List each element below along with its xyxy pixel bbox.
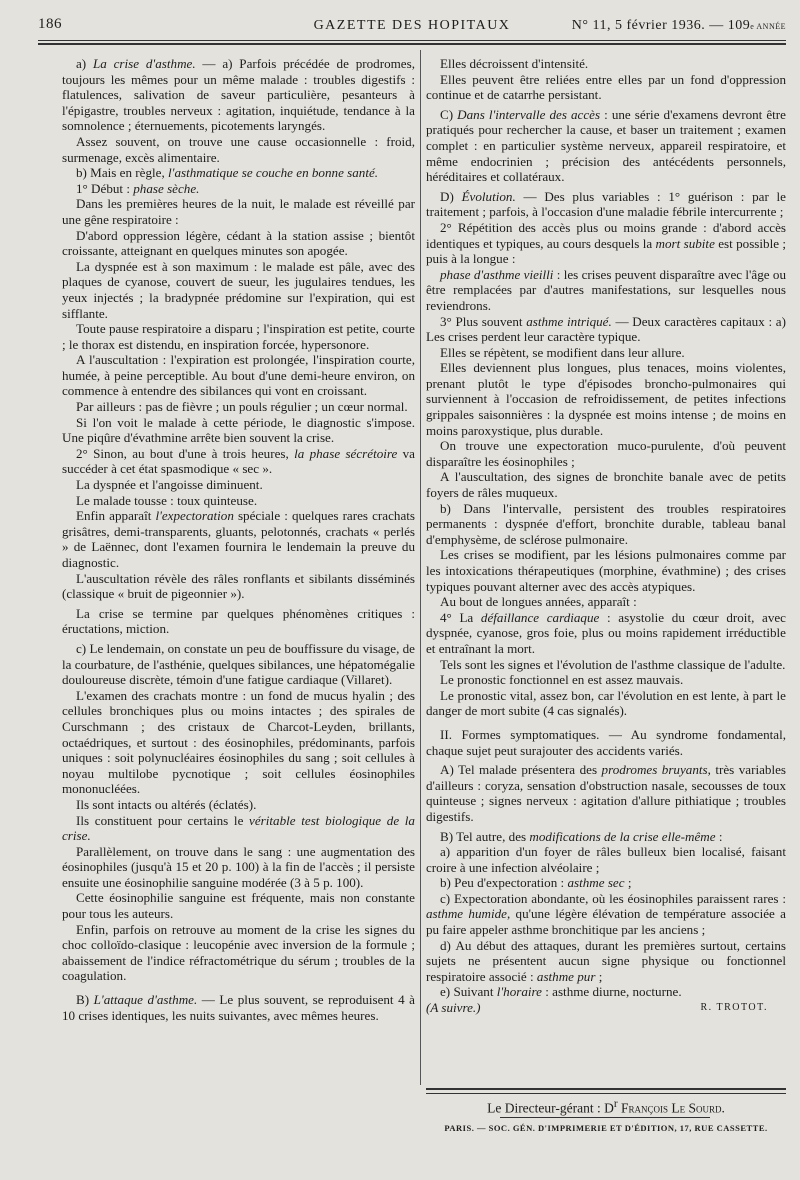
text-run: 1° Début : xyxy=(76,180,134,196)
article-signature xyxy=(426,1000,786,1016)
text-run: B) xyxy=(76,992,94,1008)
paragraph xyxy=(426,762,786,824)
text-run: ; xyxy=(624,875,632,891)
paragraph: Le pronostic fonctionnel en est assez mauvais. xyxy=(440,672,684,688)
text-run: B) Tel autre, des xyxy=(440,828,530,844)
text-run: — a) Parfois précédée de prodromes, toujours les mêmes pour un même malade : troubles digestifs : flatulences, salivation de saveur particulière, pesanteurs à l'épigastre, troubles nerveux : agitation, inquiétude, tendance à la somnolence ; éternuements, picotements laryngés. xyxy=(62,56,415,134)
italic-run: l'asthmatique se couche en bonne santé. xyxy=(168,165,379,181)
paragraph: Enfin, parfois on retrouve au moment de la crise les signes du choc colloïdo-clasique : leucopénie avec inversion de la formule ; abaissement de l'indice réfractométrique du sérum ; troubles de la coagulation. xyxy=(62,921,415,984)
text-run: D) xyxy=(440,188,462,204)
left-column xyxy=(62,56,415,1023)
text-run: 2° Répétition des accès plus ou moins grande : d'abord accès identiques et typiques, au cours desquels la xyxy=(426,219,786,251)
italic-run: Évolution. xyxy=(461,188,516,204)
italic-run: asthme intriqué. xyxy=(526,313,612,329)
text-run: spéciale : quelques rares crachats grisâtres, demi-transparents, gluants, pelotonnés, crachats « perlés » de Laënnec, dont l'examen fournira le lendemain la preuve du diagnostic. xyxy=(62,508,415,570)
text-run: , qu'une légère élévation de température associée a pu faire appeler asthme bronchitique par les anciens ; xyxy=(426,906,786,938)
paragraph: Elles se répètent, se modifient dans leur allure. xyxy=(440,344,685,360)
paragraph: b) Dans l'intervalle, persistent des troubles respiratoires permanents : dyspnée d'effort, bronchite durable, tableau banal d'emphysème, de sclérose pulmonaire. xyxy=(426,500,786,547)
paragraph xyxy=(426,610,786,657)
paragraph: La dyspnée est à son maximum : le malade est pâle, avec des plaques de cyanose, couvert de sueur, les jugulaires tendues, les yeux injectés ; la bradypnée prédomine sur l'expiration, qui est sifflante. xyxy=(62,258,415,321)
issue-date: N° 11, 5 février 1936. — 109 xyxy=(571,18,751,33)
paragraph xyxy=(62,446,415,477)
text-run: b) Mais en règle, xyxy=(76,165,168,181)
footer-rule xyxy=(426,1088,786,1090)
text-run: 4° La xyxy=(440,609,481,625)
paragraph: Ils sont intacts ou altérés (éclatés). xyxy=(76,796,257,812)
paragraph xyxy=(426,875,786,891)
italic-run: phase d'asthme vieilli xyxy=(440,266,554,282)
text-run: : xyxy=(715,828,723,844)
paragraph xyxy=(426,220,786,267)
text-run: : asystolie du cœur droit, avec dyspnée, cyanose, gros foie, plus ou moins rapidement irréductible et entraînant la mort. xyxy=(426,609,786,656)
paragraph: Si l'on voit le malade à cette période, le diagnostic s'impose. Une piqûre d'évathmine arrête bien souvent la crise. xyxy=(62,414,415,446)
journal-title: GAZETTE DES HOPITAUX xyxy=(313,18,511,33)
italic-run: l'horaire xyxy=(496,984,542,1000)
printer-line: PARIS. — SOC. GÉN. D'IMPRIMERIE ET D'ÉDITION, 17, RUE CASSETTE. xyxy=(444,1123,768,1133)
text-run: va succéder à cet état spasmodique « sec ». xyxy=(62,445,415,477)
italic-run: asthme humide xyxy=(426,906,507,922)
text-run: Enfin apparaît xyxy=(76,508,156,524)
paragraph: Parallèlement, on trouve dans le sang : une augmentation des éosinophiles (jusqu'à 15 et 20 p. 100) à la fin de l'accès ; il persiste ensuite une éosinophilie sanguine modérée (3 à 5 p. 100). xyxy=(62,843,415,890)
paragraph: Tels sont les signes et l'évolution de l'asthme classique de l'adulte. xyxy=(440,656,786,672)
paragraph: La crise se termine par quelques phénomènes critiques : éructations, miction. xyxy=(62,605,415,637)
text-run: : asthme diurne, nocturne. xyxy=(541,984,682,1000)
paragraph: c) Le lendemain, on constate un peu de bouffissure du visage, de la courbature, de l'asthénie, quelques sibilances, une hépatomégalie douloureuse discrète, témoin d'une fatigue cardiaque (Villaret). xyxy=(62,640,415,688)
text-run: est possible ; puis à la longue : xyxy=(426,235,786,267)
text-run: ; xyxy=(595,968,603,984)
author-name: R. TROTOT. xyxy=(700,1002,768,1014)
paragraph: On trouve une expectoration muco-purulente, d'où peuvent disparaître les éosinophiles ; xyxy=(426,438,786,469)
text-run: d) Au début des attaques, durant les premières surtout, certains sujets ne présentent aucun signe physique ou fonctionnel respiratoire associé : xyxy=(426,937,786,984)
text-run: 3° Plus souvent xyxy=(440,313,527,329)
paragraph xyxy=(426,984,786,1000)
italic-run: La crise d'asthme. xyxy=(92,56,196,71)
issue-info xyxy=(572,18,786,34)
paragraph: A l'auscultation, des signes de bronchite banale avec de petits foyers de râles muqueux. xyxy=(426,469,786,501)
paragraph: D'abord oppression légère, cédant à la station assise ; bientôt croissante, atteignant en quelques minutes son apogée. xyxy=(62,227,415,259)
text-run: a) xyxy=(76,56,93,71)
paragraph xyxy=(426,267,786,314)
paragraph xyxy=(426,829,786,845)
paragraph xyxy=(62,56,415,134)
paragraph: Assez souvent, on trouve une cause occasionnelle : froid, surmenage, excès alimentaire. xyxy=(62,133,415,165)
text-run: — Des plus variables : 1° guérison : par le traitement ; parfois, à l'occasion d'une maladie fébrile intercurrente ; xyxy=(426,188,786,220)
paragraph: Le malade tousse : toux quinteuse. xyxy=(76,492,258,508)
italic-run: Dans l'intervalle des accès xyxy=(457,106,601,122)
director-prefix: Le Directeur-gérant : D xyxy=(487,1100,614,1116)
paragraph: Cette éosinophilie sanguine est fréquente, mais non constante pour tous les auteurs. xyxy=(62,890,415,922)
paragraph xyxy=(62,992,415,1023)
footer-rule-thin xyxy=(426,1093,786,1094)
paragraph: L'examen des crachats montre : un fond de mucus hyalin ; des cellules bronchiques plus ou moins intactes ; des spirales de Curschmann ; des cristaux de Charcot-Leyden, brillants, octaédriques, et surtout : des éosinophiles, prédominants, parfois uniques : soit polynucléaires éosinophiles du sang ; soit cellules à noyau multilobe pycnotique ; soit cellules éosinophiles mononucléées. xyxy=(62,687,415,797)
paragraph: Elles peuvent être reliées entre elles par un fond d'oppression continue et de catarrhe persistant. xyxy=(426,71,786,103)
paragraph xyxy=(426,314,786,345)
paragraph: Au bout de longues années, apparaît : xyxy=(440,594,637,610)
paragraph xyxy=(426,938,786,985)
italic-run: asthme pur xyxy=(536,968,596,984)
header-rule-thick xyxy=(38,43,786,45)
paragraph: a) apparition d'un foyer de râles bulleux bien localisé, faisant croire à une infection alvéolaire ; xyxy=(426,844,786,875)
paragraph: Les crises se modifient, par les lésions pulmonaires comme par les intoxications thérapeutiques (morphine, évathmine) ; des crises typiques pouvant alterner avec des accès atypiques. xyxy=(426,547,786,594)
italic-run: défaillance cardiaque xyxy=(480,609,600,625)
text-run: A) Tel malade présentera des xyxy=(440,762,602,778)
italic-run: l'expectoration xyxy=(155,508,234,524)
italic-run: véritable test biologique de la crise. xyxy=(62,812,415,844)
page-number: 186 xyxy=(38,16,62,32)
paragraph: Elles décroissent d'intensité. xyxy=(440,56,589,71)
paragraph xyxy=(62,813,415,844)
text-run: c) Expectoration abondante, où les éosinophiles paraissent rares : xyxy=(440,890,786,906)
text-run: b) Peu d'expectoration : xyxy=(440,875,568,891)
paragraph: A l'auscultation : l'expiration est prolongée, l'inspiration courte, humée, à peine perceptible. Au bout d'une demi-heure environ, on commence à entendre des sibilances qui vont en croissant. xyxy=(62,352,415,399)
printer-rule xyxy=(500,1117,710,1118)
paragraph: Toute pause respiratoire a disparu ; l'inspiration est petite, courte ; le thorax est distendu, en inspiration forcée, hypersonore. xyxy=(62,321,415,352)
director-title-sup: r xyxy=(613,1098,618,1110)
paragraph xyxy=(426,891,786,938)
paragraph: Le pronostic vital, assez bon, car l'évolution en est lente, à part le danger de mort subite (4 cas signalés). xyxy=(426,687,786,719)
text-run: : une série d'examens devront être pratiqués pour rechercher la cause, et baser un traitement ; examen complet : en particulier système nerveux, appareil respiratoire, et même endocrinien ; précision des antécédents personnels, héréditaires et collatéraux. xyxy=(426,106,786,185)
italic-run: modifications de la crise elle-même xyxy=(529,828,716,844)
page-header xyxy=(38,14,786,40)
header-rule xyxy=(38,40,786,41)
italic-run: asthme sec xyxy=(567,875,625,891)
paragraph: Par ailleurs : pas de fièvre ; un pouls régulier ; un cœur normal. xyxy=(76,399,408,415)
paragraph xyxy=(426,189,786,220)
italic-run: phase sèche. xyxy=(133,180,200,196)
right-column xyxy=(426,56,786,1016)
text-run: C) xyxy=(440,106,458,122)
text-run: 2° Sinon, au bout d'une à trois heures, xyxy=(76,445,295,461)
paragraph: Elles deviennent plus longues, plus tenaces, moins violentes, prenant plutôt le type d'épisodes broncho-pulmonaires qui surviennent à l'occasion de refroidissement, de petites infections grippales saisonnières : la dyspnée est moins intense ; de moins en moins paroxystique, plus durable. xyxy=(426,360,786,438)
italic-run: la phase sécrétoire xyxy=(294,445,398,461)
paragraph xyxy=(62,508,415,570)
column-divider xyxy=(420,50,421,1085)
text-run: , très variables d'ailleurs : coryza, sensation d'obstruction nasale, secousses de toux quinteuse ; signes nerveux : agitation d'allure pithiatique ; troubles digestifs. xyxy=(426,762,786,824)
paragraph xyxy=(62,165,415,181)
paragraph: II. Formes symptomatiques. — Au syndrome fondamental, chaque sujet peut surajouter des accidents variés. xyxy=(426,726,786,758)
director-line xyxy=(426,1098,786,1117)
paragraph: L'auscultation révèle des râles ronflants et sibilants disséminés (classique « bruit de pigeonnier »). xyxy=(62,570,415,602)
italic-run: L'attaque d'asthme. xyxy=(93,992,198,1008)
text-run: : les crises peuvent disparaître avec l'âge ou être remplacées par d'autres manifestations, sur lesquelles nous reviendrons. xyxy=(426,266,786,313)
text-run: — Le plus souvent, se reproduisent 4 à 10 crises identiques, les nuits suivantes, avec mêmes heures. xyxy=(62,992,415,1023)
paragraph xyxy=(426,107,786,185)
paragraph: La dyspnée et l'angoisse diminuent. xyxy=(76,477,263,493)
italic-run: mort subite xyxy=(655,235,715,251)
italic-run: prodromes bruyants xyxy=(601,762,708,778)
issue-year-suffix: e ANNÉE xyxy=(750,22,786,31)
director-name: François Le Sourd. xyxy=(621,1100,725,1116)
paragraph: Dans les premières heures de la nuit, le malade est réveillé par une gêne respiratoire : xyxy=(62,196,415,227)
continued-note: (A suivre.) xyxy=(426,1000,481,1016)
text-run: — Deux caractères capitaux : a) Les crises perdent leur caractère typique. xyxy=(426,313,786,345)
text-run: Ils constituent pour certains le xyxy=(76,812,250,828)
text-run: e) Suivant xyxy=(440,984,497,1000)
paragraph xyxy=(62,181,415,197)
